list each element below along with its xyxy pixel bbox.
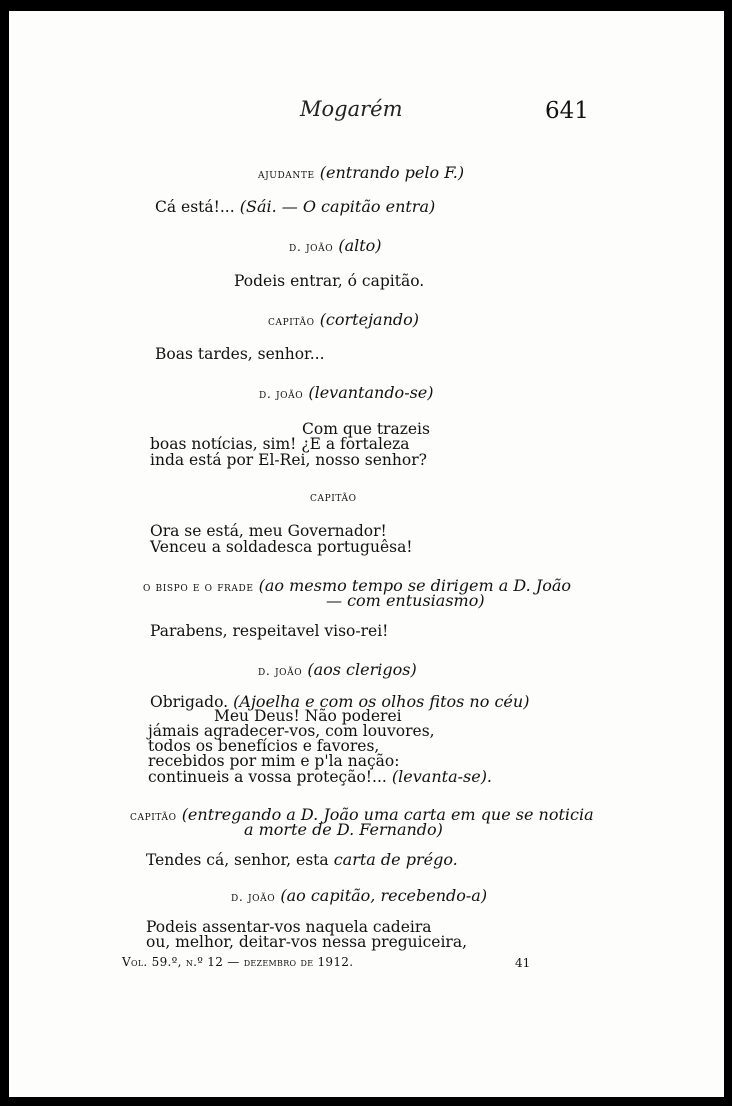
stage-direction: (entrando pelo F.): [319, 163, 465, 182]
speech-line: Podeis assentar-vos naquela cadeira: [146, 918, 432, 936]
speech-line: Ora se está, meu Governador!: [150, 522, 387, 540]
speech-line: [146, 850, 458, 869]
stage-line-joao-clerigos: [258, 660, 417, 679]
speaker-joao: d. joão: [258, 663, 303, 678]
speaker-capitao: capitão: [130, 808, 177, 823]
stage-direction: (levanta-se).: [391, 767, 493, 786]
page-number: 641: [545, 98, 589, 124]
speaker-ajudante: ajudante: [258, 166, 315, 181]
stage-direction: (Sái. — O capitão entra): [239, 197, 436, 216]
stage-direction: — com entusiasmo): [326, 591, 485, 610]
speaker-joao: d. joão: [289, 239, 334, 254]
running-title: Mogarém: [300, 97, 403, 121]
speech-line: recebidos por mim e p'la nação:: [148, 752, 400, 770]
speech-line: Com que trazeis: [302, 420, 430, 438]
stage-direction: (entregando a D. João uma carta em que se noticia: [181, 805, 594, 824]
speech-text: Tendes cá, senhor, esta: [146, 851, 329, 869]
stage-direction: (ao mesmo tempo se dirigem a D. João: [258, 576, 571, 595]
stage-direction: (aos clerigos): [307, 660, 417, 679]
speaker-capitao: capitão: [268, 313, 315, 328]
speech-line: jámais agradecer-vos, com louvores,: [148, 722, 435, 740]
stage-direction: (alto): [338, 236, 382, 255]
speech-text: continueis a vossa proteção!...: [148, 768, 387, 786]
emphasis-text: carta de prégo.: [333, 850, 458, 869]
speech-line: [148, 767, 492, 786]
speech-line: inda está por El-Rei, nosso senhor?: [150, 451, 427, 469]
stage-direction: (ao capitão, recebendo-a): [280, 886, 488, 905]
speech-line: ou, melhor, deitar-vos nessa preguiceira,: [146, 933, 467, 951]
stage-direction: a morte de D. Fernando): [244, 820, 443, 839]
speech-line: todos os benefícios e favores,: [148, 737, 380, 755]
speech-line: Parabens, respeitavel viso-rei!: [150, 622, 389, 640]
speech-line: Podeis entrar, ó capitão.: [234, 272, 425, 290]
speech-line: [155, 197, 435, 216]
speaker-joao: d. joão: [259, 386, 304, 401]
stage-direction: (levantando-se): [308, 383, 434, 402]
stage-line-capitao-cortejando: [268, 310, 419, 329]
footer-signature: 41: [515, 956, 531, 970]
stage-line-joao-alto: [289, 236, 382, 255]
speech-line: Boas tardes, senhor...: [155, 345, 325, 363]
speech-text: Cá está!...: [155, 198, 235, 216]
stage-direction: (cortejando): [319, 310, 419, 329]
footer-volume: Vol. 59.º, n.º 12 — dezembro de 1912.: [122, 955, 354, 969]
stage-line-ajudante: [258, 163, 464, 182]
speech-line: Meu Deus! Não poderei: [214, 707, 402, 725]
speech-line: Venceu a soldadesca portuguêsa!: [150, 538, 413, 556]
speaker-bispo-frade: o bispo e o frade: [143, 579, 254, 594]
stage-line-joao-levantando: [259, 383, 434, 402]
speech-line: boas notícias, sim! ¿E a fortaleza: [150, 435, 410, 453]
stage-direction: (Ajoelha e com os olhos fitos no céu): [233, 692, 530, 711]
stage-line-joao-recebendo: [231, 886, 487, 905]
speaker-joao: d. joão: [231, 889, 276, 904]
speaker-capitao: capitão: [310, 489, 357, 504]
speech-text: Obrigado.: [150, 693, 229, 711]
